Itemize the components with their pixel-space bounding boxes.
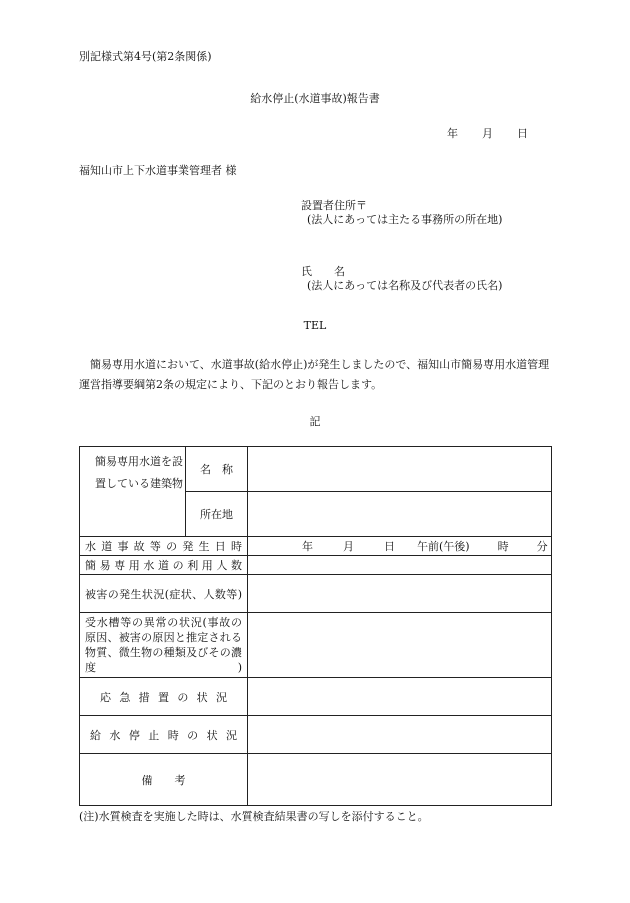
building-name-label: 名 称 xyxy=(186,447,248,492)
building-name-value[interactable] xyxy=(248,447,552,492)
stop-value[interactable] xyxy=(248,716,552,754)
stop-label: 給水停止時の状況 xyxy=(80,716,248,754)
emergency-value[interactable] xyxy=(248,678,552,716)
remarks-value[interactable] xyxy=(248,754,552,806)
damage-label: 被害の発生状況(症状、人数等) xyxy=(80,575,248,613)
occurrence-year: 年 xyxy=(302,540,313,553)
occurrence-value[interactable] xyxy=(248,537,552,556)
page-title: 給水停止(水道事故)報告書 xyxy=(250,92,380,105)
reporter-name-note: (法人にあっては名称及び代表者の氏名) xyxy=(307,279,503,292)
occurrence-day: 日 xyxy=(384,540,395,553)
addressee: 福知山市上下水道事業管理者 様 xyxy=(79,164,237,177)
tank-label: 受水槽等の異常の状況(事故の原因、被害の原因と推定される物質、微生物の種類及びその濃度) xyxy=(80,613,248,678)
report-date xyxy=(447,125,528,141)
ki-heading: 記 xyxy=(309,415,321,428)
reporter-address-note: (法人にあっては主たる事務所の所在地) xyxy=(307,213,503,226)
building-location-label: 所在地 xyxy=(186,492,248,537)
footnote: (注)水質検査を実施した時は、水質検査結果書の写しを添付すること。 xyxy=(79,810,429,823)
occurrence-ampm: 午前(午後) xyxy=(417,540,470,553)
occurrence-hour: 時 xyxy=(497,540,509,553)
report-table xyxy=(79,446,552,806)
reporter-address-label: 設置者住所〒 xyxy=(301,199,367,212)
tank-value[interactable] xyxy=(248,613,552,678)
occurrence-minute: 分 xyxy=(536,540,548,553)
body-text: 簡易専用水道において、水道事故(給水停止)が発生しましたので、福知山市簡易専用水道管理運営指導要綱第2条の規定により、下記のとおり報告します。 xyxy=(79,358,550,391)
date-day: 日 xyxy=(517,127,528,140)
building-label: 簡易専用水道を設置している建築物 xyxy=(80,447,186,537)
occurrence-label: 水道事故等の発生日時 xyxy=(80,537,248,556)
form-number: 別記様式第4号(第2条関係) xyxy=(79,50,212,63)
users-value[interactable] xyxy=(248,556,552,575)
date-month: 月 xyxy=(482,127,493,140)
tel-label: TEL xyxy=(303,319,327,332)
remarks-label: 備 考 xyxy=(80,754,248,806)
reporter-name-label: 氏 名 xyxy=(301,265,345,278)
building-location-value[interactable] xyxy=(248,492,552,537)
occurrence-month: 月 xyxy=(343,540,354,553)
damage-value[interactable] xyxy=(248,575,552,613)
emergency-label: 応急措置の状況 xyxy=(80,678,248,716)
users-label: 簡易専用水道の利用人数 xyxy=(80,556,248,575)
date-year: 年 xyxy=(447,127,458,140)
